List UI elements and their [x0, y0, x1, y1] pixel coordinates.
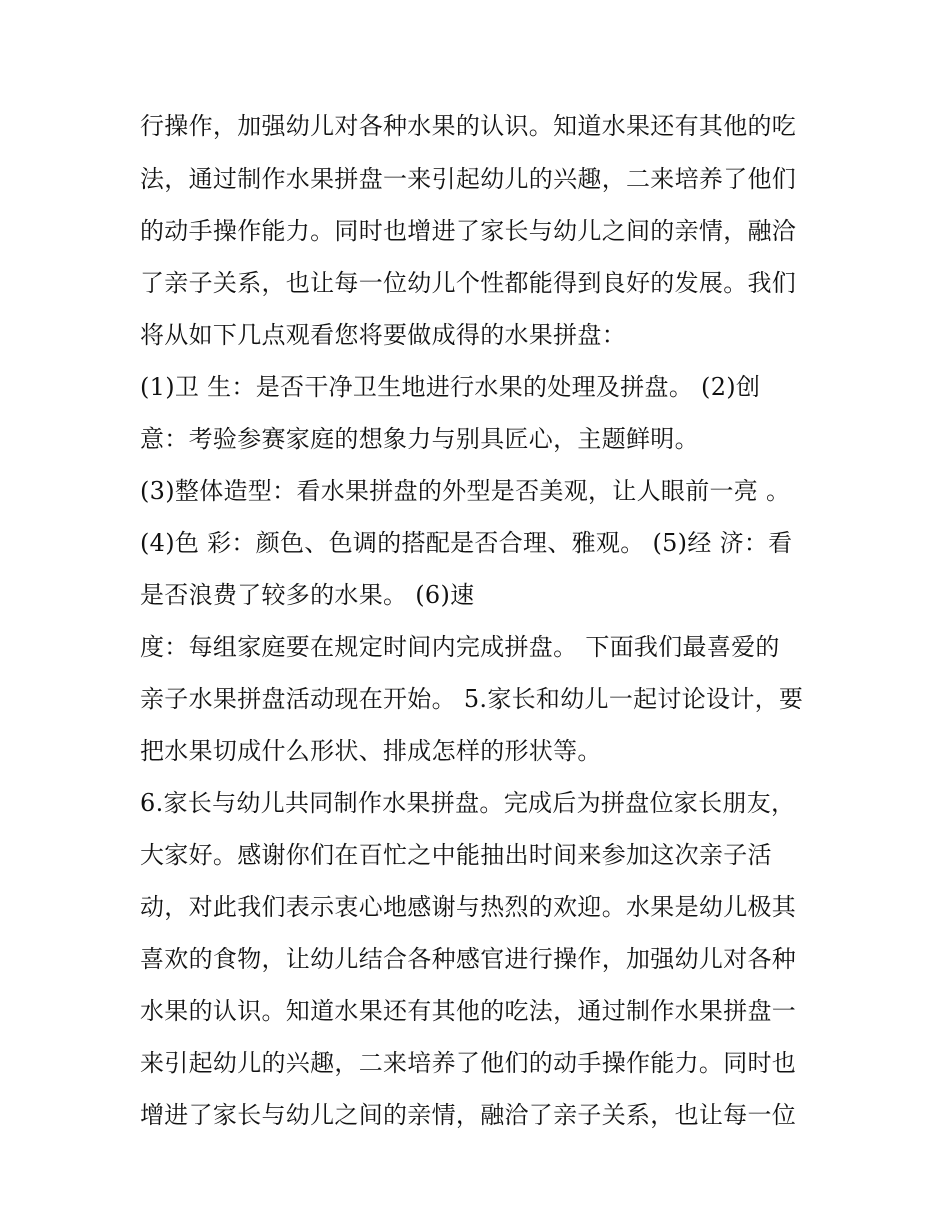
text-line: 6.家长与幼儿共同制作水果拼盘。完成后为拼盘位家长朋友，	[140, 789, 796, 817]
text-line: (4)色 彩：颜色、色调的搭配是否合理、雅观。 (5)经 济：看	[140, 529, 793, 557]
text-line: 亲子水果拼盘活动现在开始。 5.家长和幼儿一起讨论设计，要	[140, 685, 804, 713]
text-line: 动，对此我们表示衷心地感谢与热烈的欢迎。水果是幼儿极其	[140, 893, 797, 921]
text-line: 将从如下几点观看您将要做成得的水果拼盘：	[140, 321, 626, 349]
text-line: (1)卫 生：是否干净卫生地进行水果的处理及拼盘。 (2)创	[140, 373, 761, 401]
text-line: 水果的认识。知道水果还有其他的吃法，通过制作水果拼盘一	[140, 997, 797, 1025]
text-line: 法，通过制作水果拼盘一来引起幼儿的兴趣，二来培养了他们	[140, 165, 797, 193]
text-line: 增进了家长与幼儿之间的亲情，融洽了亲子关系，也让每一位	[140, 1101, 797, 1129]
text-line: 了亲子关系，也让每一位幼儿个性都能得到良好的发展。我们	[140, 269, 797, 297]
text-line: 大家好。感谢你们在百忙之中能抽出时间来参加这次亲子活	[140, 841, 772, 869]
text-line: (3)整体造型：看水果拼盘的外型是否美观，让人眼前一亮 。	[140, 477, 791, 505]
text-line: 度：每组家庭要在规定时间内完成拼盘。 下面我们最喜爱的	[140, 633, 780, 661]
text-line: 来引起幼儿的兴趣，二来培养了他们的动手操作能力。同时也	[140, 1049, 797, 1077]
text-line: 把水果切成什么形状、排成怎样的形状等。	[140, 737, 602, 765]
text-line: 意：考验参赛家庭的想象力与别具匠心，主题鲜明。	[140, 425, 699, 453]
text-line: 是否浪费了较多的水果。 (6)速	[140, 581, 475, 609]
text-line: 的动手操作能力。同时也增进了家长与幼儿之间的亲情，融洽	[140, 217, 797, 245]
text-line: 喜欢的食物，让幼儿结合各种感官进行操作，加强幼儿对各种	[140, 945, 797, 973]
text-line: 行操作，加强幼儿对各种水果的认识。知道水果还有其他的吃	[140, 112, 797, 140]
